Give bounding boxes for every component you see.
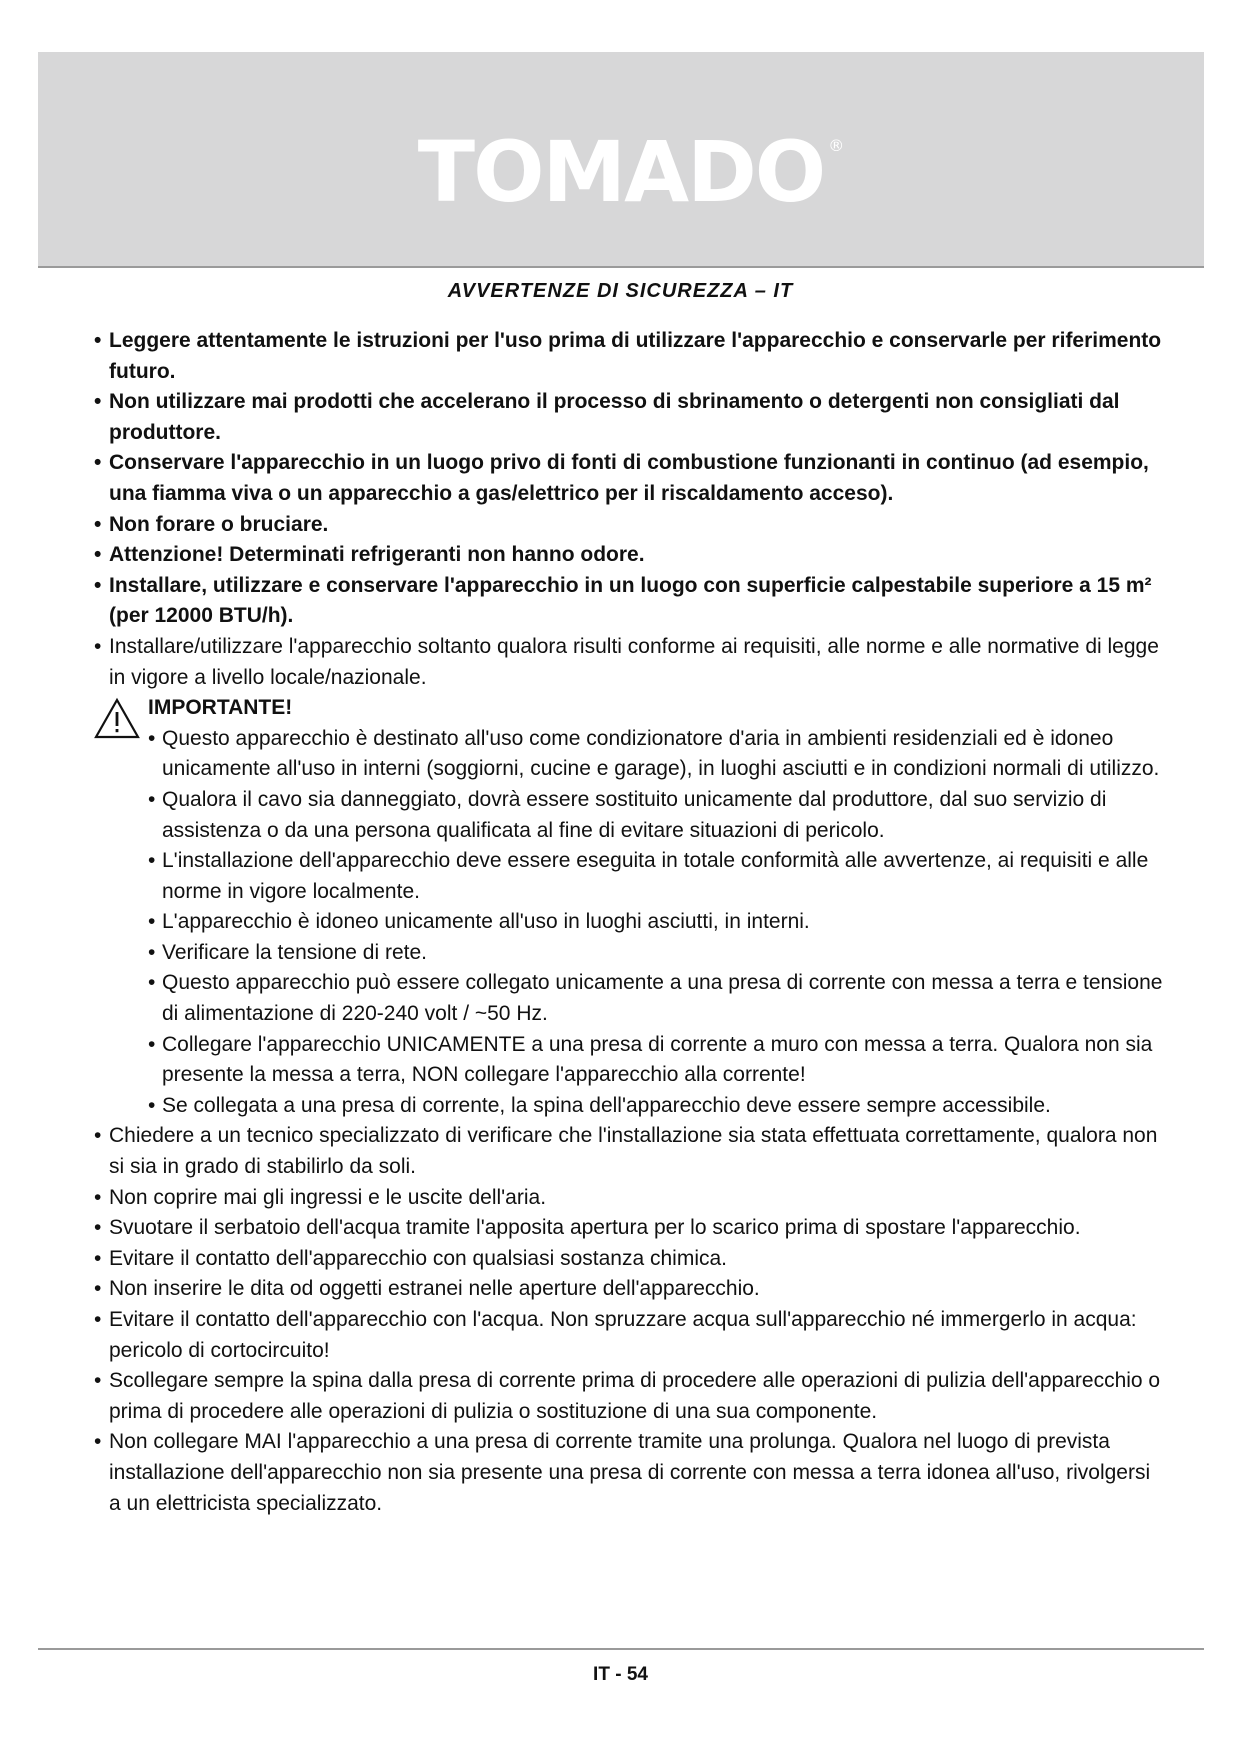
warning-technician-check: • Chiedere a un tecnico specializzato di verificare che l'installazione sia stata effettuata correttamente, qualora non si sia in grado di stabilirlo da soli.	[94, 1121, 1164, 1182]
important-item: • Verificare la tensione di rete.	[148, 938, 1164, 969]
warning-empty-tank: • Svuotare il serbatoio dell'acqua tramite l'apposita apertura per lo scarico prima di spostare l'apparecchio.	[94, 1213, 1164, 1244]
warning-defrost-products: • Non utilizzare mai prodotti che accelerano il processo di sbrinamento o detergenti non consigliati dal produttore.	[94, 387, 1164, 448]
warning-water: • Evitare il contatto dell'apparecchio con l'acqua. Non spruzzare acqua sull'apparecchio né immergerlo in acqua: pericolo di cortocircuito!	[94, 1305, 1164, 1366]
warning-fingers: • Non inserire le dita od oggetti estranei nelle aperture dell'apparecchio.	[94, 1274, 1164, 1305]
important-title: IMPORTANTE!	[148, 696, 293, 720]
registered-mark: ®	[828, 136, 845, 155]
warning-ignition-sources: • Conservare l'apparecchio in un luogo privo di fonti di combustione funzionanti in continuo (ad esempio, una fiamma viva o un apparecchio a gas/elettrico per il riscaldamento acceso).	[94, 448, 1164, 509]
page-number: IT - 54	[593, 1664, 648, 1685]
header-banner	[38, 52, 1204, 268]
important-block	[94, 693, 1164, 1121]
warning-read-instructions: • Leggere attentamente le istruzioni per l'uso prima di utilizzare l'apparecchio e conservarle per riferimento futuro.	[94, 326, 1164, 387]
warning-unplug-cleaning: • Scollegare sempre la spina dalla presa di corrente prima di procedere alle operazioni di pulizia dell'apparecchio o prima di procedere alle operazioni di pulizia o sostituzione di una sua componente.	[94, 1366, 1164, 1427]
warning-no-pierce: • Non forare o bruciare.	[94, 510, 1164, 541]
warning-refrigerant-odor: • Attenzione! Determinati refrigeranti non hanno odore.	[94, 540, 1164, 571]
important-item: • Questo apparecchio è destinato all'uso come condizionatore d'aria in ambienti residenziali ed è idoneo unicamente all'uso in interni (soggiorni, cucine e garage), in luoghi asciutti e in condizioni normali di utilizzo.	[148, 724, 1164, 785]
warning-room-size: • Installare, utilizzare e conservare l'apparecchio in un luogo con superficie calpestabile superiore a 15 m² (per 12000 BTU/h).	[94, 571, 1164, 632]
footer-divider	[38, 1648, 1204, 1650]
important-item: • L'installazione dell'apparecchio deve essere eseguita in totale conformità alle avvertenze, ai requisiti e alle norme in vigore localmente.	[148, 846, 1164, 907]
brand-logo	[38, 123, 1204, 221]
warning-chemicals: • Evitare il contatto dell'apparecchio con qualsiasi sostanza chimica.	[94, 1244, 1164, 1275]
warning-triangle-icon	[94, 697, 140, 739]
brand-name: TOMADO	[417, 123, 825, 221]
important-item: • Collegare l'apparecchio UNICAMENTE a una presa di corrente a muro con messa a terra. Qualora non sia presente la messa a terra, NON collegare l'apparecchio alla corrente!	[148, 1030, 1164, 1091]
important-item: • Se collegata a una presa di corrente, la spina dell'apparecchio deve essere sempre accessibile.	[148, 1091, 1164, 1122]
warning-extension-cord: • Non collegare MAI l'apparecchio a una presa di corrente tramite una prolunga. Qualora nel luogo di prevista installazione dell'apparecchio non sia presente una presa di corrente con messa a terra idonea all'uso, rivolgersi a un elettricista specializzato.	[94, 1427, 1164, 1519]
warning-local-regulations: • Installare/utilizzare l'apparecchio soltanto qualora risulti conforme ai requisiti, alle norme e alle normative di legge in vigore a livello locale/nazionale.	[94, 632, 1164, 693]
important-item: • Qualora il cavo sia danneggiato, dovrà essere sostituito unicamente dal produttore, dal suo servizio di assistenza o da una persona qualificata al fine di evitare situazioni di pericolo.	[148, 785, 1164, 846]
important-item: • L'apparecchio è idoneo unicamente all'uso in luoghi asciutti, in interni.	[148, 907, 1164, 938]
section-title: AVVERTENZE DI SICUREZZA – IT	[447, 280, 794, 302]
warning-air-vents: • Non coprire mai gli ingressi e le uscite dell'aria.	[94, 1183, 1164, 1214]
important-item: • Questo apparecchio può essere collegato unicamente a una presa di corrente con messa a terra e tensione di alimentazione di 220-240 volt / ~50 Hz.	[148, 968, 1164, 1029]
safety-warnings	[94, 326, 1164, 1519]
